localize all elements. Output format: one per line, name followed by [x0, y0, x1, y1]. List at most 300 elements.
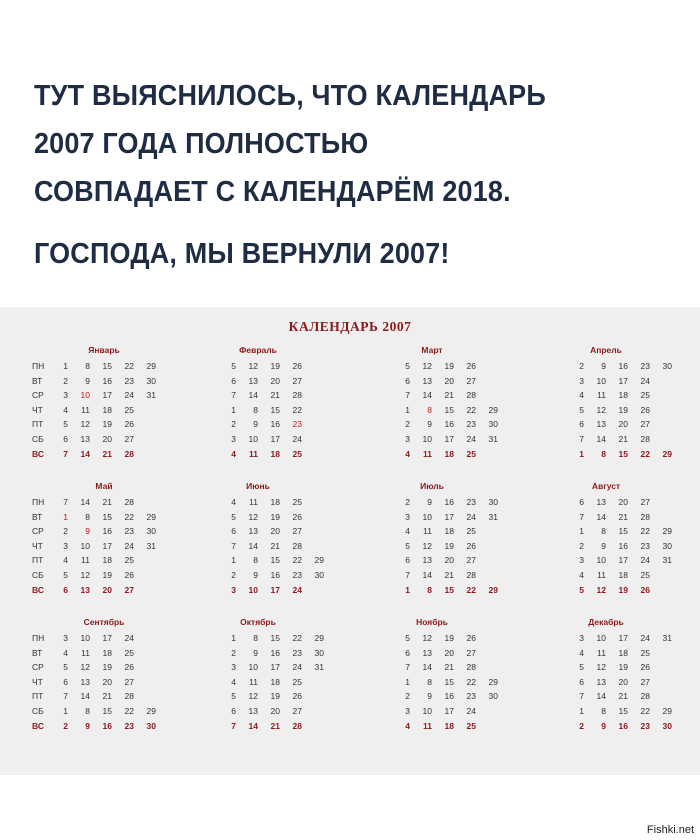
- date-cell: 15: [102, 706, 112, 716]
- date-cell: 22: [466, 404, 476, 415]
- date-cell: 26: [466, 540, 476, 551]
- date-cell: 1: [63, 361, 68, 371]
- date-cell: 30: [662, 720, 672, 731]
- date-cell: 15: [102, 361, 112, 371]
- date-cell: 9: [253, 647, 258, 658]
- date-cell: 6: [405, 375, 410, 386]
- week-row: [352, 405, 512, 420]
- month-name: Май: [95, 481, 113, 491]
- date-cell: 30: [146, 526, 156, 537]
- date-cell: 25: [466, 720, 476, 731]
- date-cell: 23: [292, 647, 302, 658]
- week-row: [352, 555, 512, 570]
- date-cell: 10: [596, 375, 606, 386]
- date-cell: 18: [102, 555, 112, 566]
- date-cell: 21: [102, 691, 112, 702]
- date-cell: 13: [422, 375, 432, 386]
- date-cell: 22: [292, 633, 302, 643]
- week-row: [4, 434, 164, 449]
- week-row: [178, 419, 338, 434]
- date-cell: 2: [63, 526, 68, 537]
- week-row: [4, 526, 164, 541]
- date-cell: 27: [640, 676, 650, 687]
- date-cell: 20: [102, 676, 112, 687]
- date-cell: 31: [314, 662, 324, 673]
- date-cell: 25: [124, 404, 134, 415]
- date-cell: 12: [80, 662, 90, 673]
- date-cell: 27: [640, 419, 650, 430]
- date-cell: 11: [423, 720, 432, 731]
- week-row: [4, 419, 164, 434]
- day-label: ПТ: [32, 419, 44, 430]
- date-cell: 14: [596, 691, 606, 702]
- date-cell: 14: [80, 691, 90, 702]
- day-label: СР: [32, 526, 44, 537]
- date-cell: 31: [488, 511, 498, 522]
- date-cell: 7: [405, 662, 410, 673]
- date-cell: 29: [662, 706, 672, 716]
- date-cell: 29: [146, 361, 156, 371]
- week-row: [4, 405, 164, 420]
- date-cell: 27: [292, 375, 302, 386]
- date-cell: 23: [466, 691, 476, 702]
- week-row: [352, 585, 512, 600]
- date-cell: 4: [63, 555, 68, 566]
- date-cell: 28: [640, 511, 650, 522]
- week-row: [178, 555, 338, 570]
- date-cell: 14: [80, 448, 90, 459]
- date-cell: 13: [422, 555, 432, 566]
- date-cell: 28: [292, 540, 302, 551]
- week-row: [178, 633, 338, 648]
- date-cell: 13: [422, 647, 432, 658]
- date-cell: 2: [63, 720, 68, 731]
- date-cell: 6: [405, 555, 410, 566]
- date-cell: 1: [231, 555, 236, 566]
- date-cell: 21: [618, 434, 628, 444]
- date-cell: 28: [466, 390, 476, 401]
- date-cell: 26: [124, 570, 134, 580]
- month-block: [178, 617, 338, 755]
- date-cell: 17: [270, 434, 280, 444]
- day-label: ПН: [32, 497, 45, 507]
- week-row: [4, 706, 164, 721]
- date-cell: 2: [63, 375, 68, 386]
- date-cell: 27: [466, 555, 476, 566]
- week-row: [526, 390, 686, 405]
- date-cell: 18: [618, 647, 628, 658]
- date-cell: 13: [596, 676, 606, 687]
- month-name: Октябрь: [240, 617, 276, 627]
- day-label: ВТ: [32, 375, 43, 386]
- date-cell: 16: [444, 497, 454, 507]
- date-cell: 17: [618, 375, 628, 386]
- date-cell: 29: [662, 526, 672, 537]
- date-cell: 26: [292, 511, 302, 522]
- date-cell: 8: [601, 448, 606, 459]
- date-cell: 19: [270, 361, 280, 371]
- week-row: [526, 419, 686, 434]
- date-cell: 8: [601, 526, 606, 537]
- date-cell: 13: [596, 419, 606, 430]
- date-cell: 11: [249, 448, 258, 459]
- date-cell: 24: [466, 434, 476, 444]
- date-cell: 3: [63, 540, 68, 551]
- date-cell: 2: [579, 540, 584, 551]
- week-row: [4, 570, 164, 585]
- month-block: [352, 481, 512, 619]
- month-name: Март: [421, 345, 443, 355]
- date-cell: 14: [596, 511, 606, 522]
- date-cell: 17: [618, 633, 628, 643]
- date-cell: 2: [405, 691, 410, 702]
- week-row: [526, 721, 686, 736]
- date-cell: 2: [231, 647, 236, 658]
- date-cell: 19: [270, 691, 280, 702]
- date-cell: 5: [579, 662, 584, 673]
- date-cell: 8: [85, 706, 90, 716]
- date-cell: 5: [231, 691, 236, 702]
- week-row: [352, 648, 512, 663]
- week-row: [526, 633, 686, 648]
- date-cell: 5: [579, 404, 584, 415]
- day-label: ЧТ: [32, 404, 43, 415]
- date-cell: 11: [81, 647, 90, 658]
- date-cell: 13: [248, 375, 258, 386]
- week-row: [526, 648, 686, 663]
- date-cell: 9: [85, 526, 90, 537]
- date-cell: 20: [618, 676, 628, 687]
- date-cell: 18: [618, 390, 628, 401]
- date-cell: 10: [596, 633, 606, 643]
- date-cell: 3: [579, 375, 584, 386]
- date-cell: 21: [618, 691, 628, 702]
- date-cell: 18: [270, 497, 280, 507]
- week-row: [178, 721, 338, 736]
- date-cell: 2: [579, 720, 584, 731]
- date-cell: 12: [596, 584, 606, 595]
- date-cell: 9: [85, 375, 90, 386]
- date-cell: 3: [579, 555, 584, 566]
- date-cell: 15: [270, 555, 280, 566]
- date-cell: 7: [579, 434, 584, 444]
- date-cell: 11: [423, 448, 432, 459]
- date-cell: 22: [124, 361, 134, 371]
- date-cell: 24: [124, 633, 134, 643]
- day-label: СР: [32, 390, 44, 401]
- date-cell: 2: [579, 361, 584, 371]
- date-cell: 5: [63, 419, 68, 430]
- day-label: ПТ: [32, 691, 44, 702]
- date-cell: 30: [488, 691, 498, 702]
- week-row: [526, 449, 686, 464]
- date-cell: 23: [466, 419, 476, 430]
- week-row: [526, 512, 686, 527]
- date-cell: 10: [80, 633, 90, 643]
- month-name: Февраль: [239, 345, 277, 355]
- date-cell: 6: [579, 497, 584, 507]
- date-cell: 29: [146, 706, 156, 716]
- date-cell: 4: [231, 448, 236, 459]
- date-cell: 16: [444, 691, 454, 702]
- date-cell: 24: [292, 662, 302, 673]
- date-cell: 25: [640, 647, 650, 658]
- date-cell: 4: [579, 647, 584, 658]
- date-cell: 22: [640, 706, 650, 716]
- date-cell: 27: [124, 434, 134, 444]
- date-cell: 30: [146, 375, 156, 386]
- date-cell: 26: [466, 633, 476, 643]
- day-label: ВС: [32, 448, 44, 459]
- date-cell: 28: [292, 390, 302, 401]
- date-cell: 30: [662, 361, 672, 371]
- date-cell: 26: [124, 419, 134, 430]
- date-cell: 7: [231, 540, 236, 551]
- week-row: [352, 376, 512, 391]
- month-name: Июнь: [246, 481, 270, 491]
- date-cell: 31: [662, 633, 672, 643]
- week-row: [526, 405, 686, 420]
- date-cell: 30: [146, 720, 156, 731]
- date-cell: 12: [248, 511, 258, 522]
- date-cell: 12: [248, 691, 258, 702]
- day-label: СР: [32, 662, 44, 673]
- date-cell: 4: [405, 526, 410, 537]
- date-cell: 30: [488, 497, 498, 507]
- week-row: [4, 541, 164, 556]
- date-cell: 26: [640, 662, 650, 673]
- date-cell: 30: [662, 540, 672, 551]
- date-cell: 17: [618, 555, 628, 566]
- date-cell: 24: [640, 633, 650, 643]
- date-cell: 6: [231, 375, 236, 386]
- day-label: ВС: [32, 720, 44, 731]
- date-cell: 18: [102, 647, 112, 658]
- week-row: [526, 677, 686, 692]
- date-cell: 8: [253, 555, 258, 566]
- date-cell: 25: [292, 448, 302, 459]
- week-row: [352, 691, 512, 706]
- date-cell: 28: [124, 448, 134, 459]
- date-cell: 11: [81, 404, 90, 415]
- date-cell: 20: [618, 419, 628, 430]
- date-cell: 16: [618, 540, 628, 551]
- month-name: Июль: [420, 481, 444, 491]
- month-name: Декабрь: [588, 617, 624, 627]
- date-cell: 21: [102, 448, 112, 459]
- date-cell: 13: [80, 584, 90, 595]
- week-row: [352, 434, 512, 449]
- headline-line-4: ГОСПОДА, МЫ ВЕРНУЛИ 2007!: [34, 238, 450, 270]
- week-row: [178, 648, 338, 663]
- date-cell: 17: [102, 390, 112, 401]
- date-cell: 31: [146, 540, 156, 551]
- date-cell: 27: [292, 526, 302, 537]
- date-cell: 26: [124, 662, 134, 673]
- date-cell: 16: [270, 647, 280, 658]
- date-cell: 16: [102, 526, 112, 537]
- date-cell: 7: [405, 390, 410, 401]
- date-cell: 19: [618, 662, 628, 673]
- date-cell: 28: [640, 434, 650, 444]
- date-cell: 11: [597, 390, 606, 401]
- date-cell: 23: [124, 720, 134, 731]
- date-cell: 18: [444, 448, 454, 459]
- week-row: [526, 526, 686, 541]
- date-cell: 14: [596, 434, 606, 444]
- date-cell: 12: [422, 540, 432, 551]
- date-cell: 17: [102, 633, 112, 643]
- date-cell: 8: [427, 404, 432, 415]
- date-cell: 15: [444, 584, 454, 595]
- date-cell: 5: [63, 570, 68, 580]
- date-cell: 21: [270, 390, 280, 401]
- date-cell: 20: [444, 647, 454, 658]
- date-cell: 9: [253, 570, 258, 580]
- date-cell: 19: [102, 662, 112, 673]
- date-cell: 28: [466, 570, 476, 580]
- date-cell: 15: [618, 526, 628, 537]
- date-cell: 27: [292, 706, 302, 716]
- date-cell: 9: [601, 540, 606, 551]
- date-cell: 10: [422, 434, 432, 444]
- date-cell: 20: [618, 497, 628, 507]
- date-cell: 15: [618, 448, 628, 459]
- date-cell: 29: [314, 555, 324, 566]
- date-cell: 18: [618, 570, 628, 580]
- week-row: [178, 662, 338, 677]
- date-cell: 25: [292, 497, 302, 507]
- date-cell: 22: [124, 511, 134, 522]
- date-cell: 23: [466, 497, 476, 507]
- date-cell: 25: [640, 570, 650, 580]
- date-cell: 25: [124, 647, 134, 658]
- date-cell: 10: [596, 555, 606, 566]
- date-cell: 8: [427, 676, 432, 687]
- week-row: [4, 512, 164, 527]
- date-cell: 7: [63, 448, 68, 459]
- date-cell: 1: [579, 526, 584, 537]
- calendar-panel: [0, 307, 700, 775]
- date-cell: 9: [601, 361, 606, 371]
- date-cell: 14: [422, 662, 432, 673]
- date-cell: 14: [80, 497, 90, 507]
- date-cell: 22: [466, 676, 476, 687]
- date-cell: 4: [231, 497, 236, 507]
- date-cell: 1: [405, 676, 410, 687]
- date-cell: 11: [597, 570, 606, 580]
- date-cell: 9: [427, 691, 432, 702]
- date-cell: 25: [466, 526, 476, 537]
- date-cell: 17: [102, 540, 112, 551]
- watermark: Fishki.net: [646, 824, 694, 836]
- date-cell: 15: [270, 404, 280, 415]
- date-cell: 29: [488, 584, 498, 595]
- date-cell: 2: [405, 497, 410, 507]
- date-cell: 20: [102, 434, 112, 444]
- date-cell: 16: [444, 419, 454, 430]
- date-cell: 16: [270, 419, 280, 430]
- week-row: [178, 434, 338, 449]
- date-cell: 21: [270, 540, 280, 551]
- date-cell: 11: [249, 497, 258, 507]
- week-row: [526, 434, 686, 449]
- date-cell: 3: [231, 584, 236, 595]
- headline-line-3: СОВПАДАЕТ С КАЛЕНДАРЁМ 2018.: [34, 176, 511, 208]
- month-block: [4, 481, 164, 619]
- date-cell: 22: [292, 555, 302, 566]
- week-row: [526, 706, 686, 721]
- date-cell: 24: [640, 375, 650, 386]
- week-row: [526, 497, 686, 512]
- date-cell: 19: [444, 361, 454, 371]
- date-cell: 19: [618, 584, 628, 595]
- date-cell: 2: [405, 419, 410, 430]
- date-cell: 19: [270, 511, 280, 522]
- week-row: [4, 376, 164, 391]
- date-cell: 6: [63, 434, 68, 444]
- date-cell: 1: [579, 448, 584, 459]
- date-cell: 14: [248, 540, 258, 551]
- week-row: [178, 390, 338, 405]
- date-cell: 31: [488, 434, 498, 444]
- date-cell: 22: [124, 706, 134, 716]
- date-cell: 7: [63, 691, 68, 702]
- week-row: [4, 691, 164, 706]
- month-block: [352, 617, 512, 755]
- day-label: ВТ: [32, 647, 43, 658]
- date-cell: 25: [124, 555, 134, 566]
- headline-line-2: 2007 ГОДА ПОЛНОСТЬЮ: [34, 128, 369, 160]
- date-cell: 3: [231, 662, 236, 673]
- week-row: [4, 361, 164, 376]
- date-cell: 5: [231, 511, 236, 522]
- week-row: [352, 662, 512, 677]
- date-cell: 23: [124, 526, 134, 537]
- calendar-title: КАЛЕНДАРЬ 2007: [288, 319, 412, 334]
- date-cell: 17: [444, 434, 454, 444]
- date-cell: 8: [85, 511, 90, 522]
- date-cell: 10: [80, 390, 90, 401]
- date-cell: 21: [444, 570, 454, 580]
- date-cell: 2: [231, 570, 236, 580]
- week-row: [352, 721, 512, 736]
- date-cell: 12: [248, 361, 258, 371]
- date-cell: 9: [85, 720, 90, 731]
- date-cell: 11: [597, 647, 606, 658]
- day-label: ПН: [32, 633, 45, 643]
- date-cell: 4: [63, 404, 68, 415]
- week-row: [4, 662, 164, 677]
- date-cell: 11: [423, 526, 432, 537]
- week-row: [526, 691, 686, 706]
- date-cell: 5: [405, 633, 410, 643]
- date-cell: 19: [102, 419, 112, 430]
- date-cell: 3: [405, 434, 410, 444]
- date-cell: 24: [124, 540, 134, 551]
- day-label: СБ: [32, 570, 44, 580]
- week-row: [178, 541, 338, 556]
- date-cell: 25: [466, 448, 476, 459]
- date-cell: 18: [102, 404, 112, 415]
- date-cell: 3: [231, 434, 236, 444]
- date-cell: 12: [596, 404, 606, 415]
- week-row: [526, 361, 686, 376]
- date-cell: 28: [124, 691, 134, 702]
- month-name: Ноябрь: [416, 617, 448, 627]
- month-block: [526, 617, 686, 755]
- date-cell: 22: [466, 584, 476, 595]
